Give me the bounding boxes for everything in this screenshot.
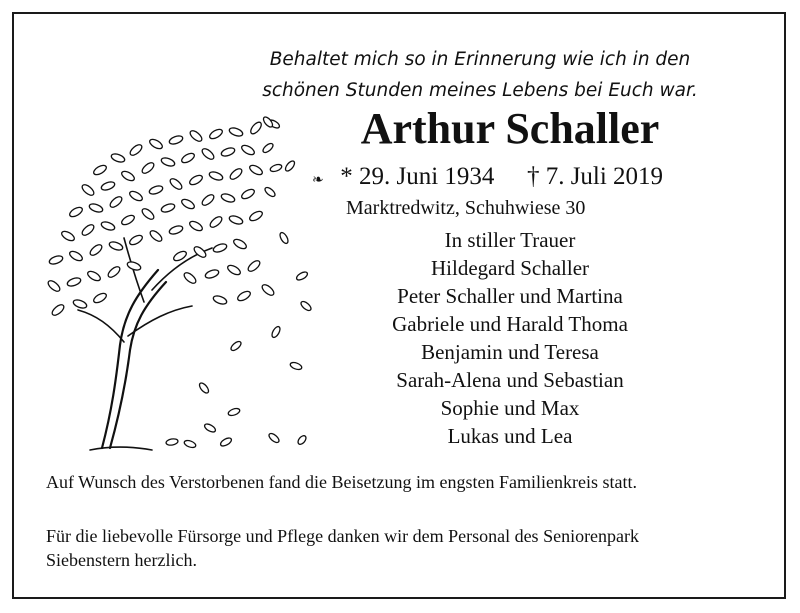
deceased-address: Marktredwitz, Schuhwiese 30 bbox=[346, 197, 586, 219]
burial-notice: Auf Wunsch des Verstorbenen fand die Beisetzung im engsten Familienkreis statt. bbox=[46, 472, 637, 492]
deceased-name: Arthur Schaller bbox=[360, 104, 660, 153]
memorial-quote bbox=[210, 44, 750, 106]
mourner-name: Lukas und Lea bbox=[447, 424, 573, 448]
windblown-tree-icon bbox=[40, 110, 330, 460]
life-dates bbox=[312, 161, 712, 197]
mourner-name: Peter Schaller und Martina bbox=[397, 284, 623, 308]
quote-line-1: Behaltet mich so in Erinnerung wie ich in den bbox=[269, 49, 691, 70]
birth-date: * 29. Juni 1934 bbox=[340, 163, 495, 190]
mourner-name: Sophie und Max bbox=[440, 396, 580, 420]
death-date: † 7. Juli 2019 bbox=[526, 163, 664, 190]
leaf-icon: ❧ bbox=[312, 173, 324, 188]
mourning-heading: In stiller Trauer bbox=[444, 228, 576, 252]
mourner-name: Benjamin und Teresa bbox=[421, 340, 599, 364]
thanks-line-2: Siebenstern herzlich. bbox=[46, 550, 197, 570]
mourner-name: Gabriele und Harald Thoma bbox=[392, 312, 628, 336]
thanks-note bbox=[46, 524, 766, 572]
thanks-line-1: Für die liebevolle Fürsorge und Pflege danken wir dem Personal des Seniorenpark bbox=[46, 526, 640, 546]
mourners-list bbox=[340, 226, 680, 450]
mourner-name: Hildegard Schaller bbox=[430, 256, 590, 280]
quote-line-2: schönen Stunden meines Lebens bei Euch war. bbox=[262, 80, 698, 101]
mourner-name: Sarah-Alena und Sebastian bbox=[396, 368, 624, 392]
